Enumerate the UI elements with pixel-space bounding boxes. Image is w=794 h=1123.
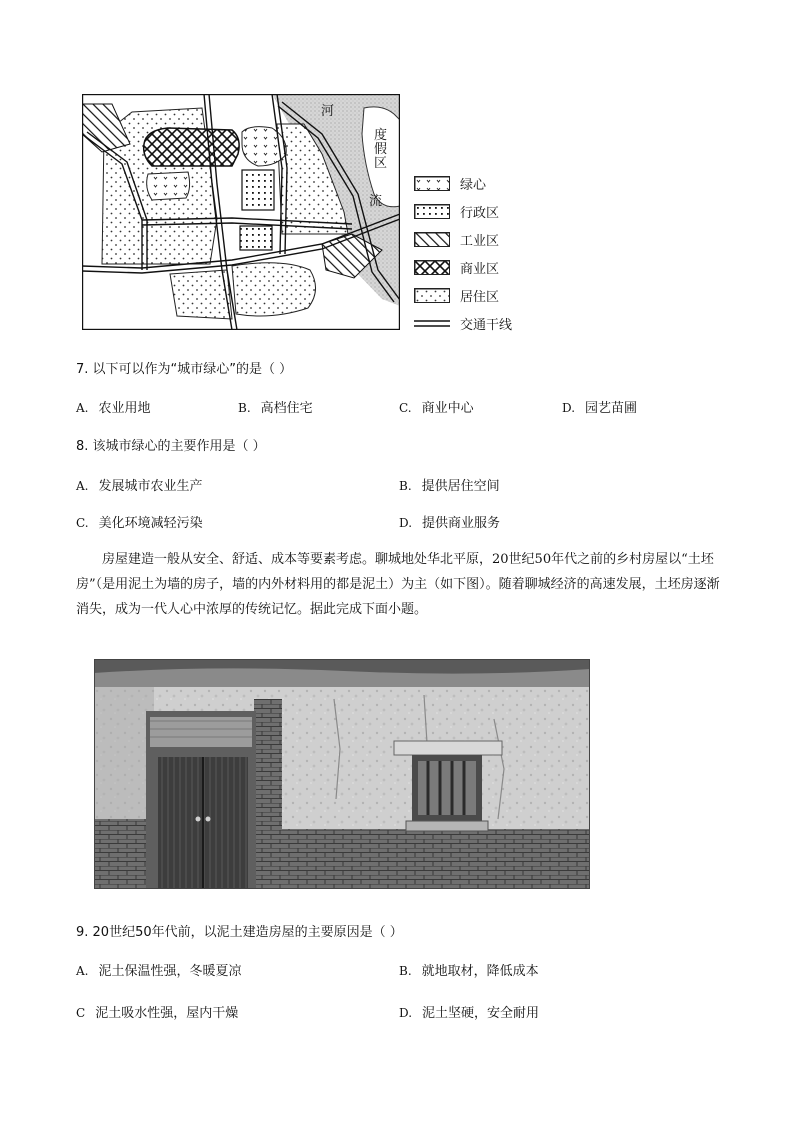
map-label-resort: 假 <box>374 142 388 157</box>
map-label-river: 河 <box>321 104 335 119</box>
legend-label: 工业区 <box>460 233 500 249</box>
legend-item-industrial <box>414 230 499 248</box>
question-7-option-a[interactable]: A. 农业用地 <box>76 401 151 416</box>
question-7-stem: 7. 以下可以作为“城市绿心”的是（ ） <box>76 362 293 377</box>
question-7-option-d[interactable]: D. 园艺苗圃 <box>562 401 638 416</box>
question-9-option-d[interactable]: D. 泥土坚硬，安全耐用 <box>399 1006 540 1021</box>
question-9-option-a[interactable]: A. 泥土保温性强，冬暖夏凉 <box>76 964 242 979</box>
reading-passage: 房屋建造一般从安全、舒适、成本等要素考虑。聊城地处华北平原，20世纪50年代之前的乡村房屋以“土坯房”（是用泥土为墙的房子，墙的内外材料用的都是泥土）为主（如下图）。随着聊城经济的高速发展，土坯房逐渐消失，成为一代人心中浓厚的传统记忆。据此完成下面小题。 <box>76 552 720 617</box>
green-heart-west <box>147 172 190 200</box>
legend-label: 行政区 <box>460 205 500 221</box>
residential-zone-southeast <box>232 263 316 316</box>
legend-label: 绿心 <box>460 177 487 193</box>
admin-swatch-icon <box>414 204 450 219</box>
green-swatch-icon <box>414 176 450 191</box>
legend-item-admin <box>414 202 499 220</box>
question-9-option-b[interactable]: B. 就地取材，降低成本 <box>399 964 539 979</box>
question-8-option-d[interactable]: D. 提供商业服务 <box>399 516 501 531</box>
question-8-option-c[interactable]: C. 美化环境减轻污染 <box>76 516 203 531</box>
commercial-swatch-icon <box>414 260 450 275</box>
legend-item-green <box>414 174 486 192</box>
commercial-zone <box>144 128 239 166</box>
question-9-stem: 9. 20世纪50年代前，以泥土建造房屋的主要原因是（ ） <box>76 925 403 940</box>
city-map <box>82 94 400 330</box>
map-label-resort: 区 <box>374 156 388 171</box>
mud-brick-house-photo <box>94 659 590 889</box>
legend-item-road <box>414 314 512 332</box>
question-9-option-c[interactable]: C 泥土吸水性强，屋内干燥 <box>76 1006 239 1021</box>
map-label-river: 流 <box>369 194 383 209</box>
question-7-option-b[interactable]: B. 高档住宅 <box>238 401 313 416</box>
question-8-option-a[interactable]: A. 发展城市农业生产 <box>76 479 203 494</box>
legend-label: 商业区 <box>460 261 500 277</box>
road-swatch-icon <box>414 316 450 331</box>
legend-label: 居住区 <box>460 289 500 305</box>
question-7-option-c[interactable]: C. 商业中心 <box>399 401 474 416</box>
map-label-resort: 度 <box>374 128 388 143</box>
residential-swatch-icon <box>414 288 450 303</box>
administrative-zone <box>242 170 274 210</box>
administrative-zone-south <box>240 226 272 250</box>
question-8-option-b[interactable]: B. 提供居住空间 <box>399 479 500 494</box>
legend-label: 交通干线 <box>460 317 513 333</box>
legend-item-commercial <box>414 258 499 276</box>
industrial-swatch-icon <box>414 232 450 247</box>
question-8-stem: 8. 该城市绿心的主要作用是（ ） <box>76 439 266 454</box>
legend-item-residential <box>414 286 499 304</box>
